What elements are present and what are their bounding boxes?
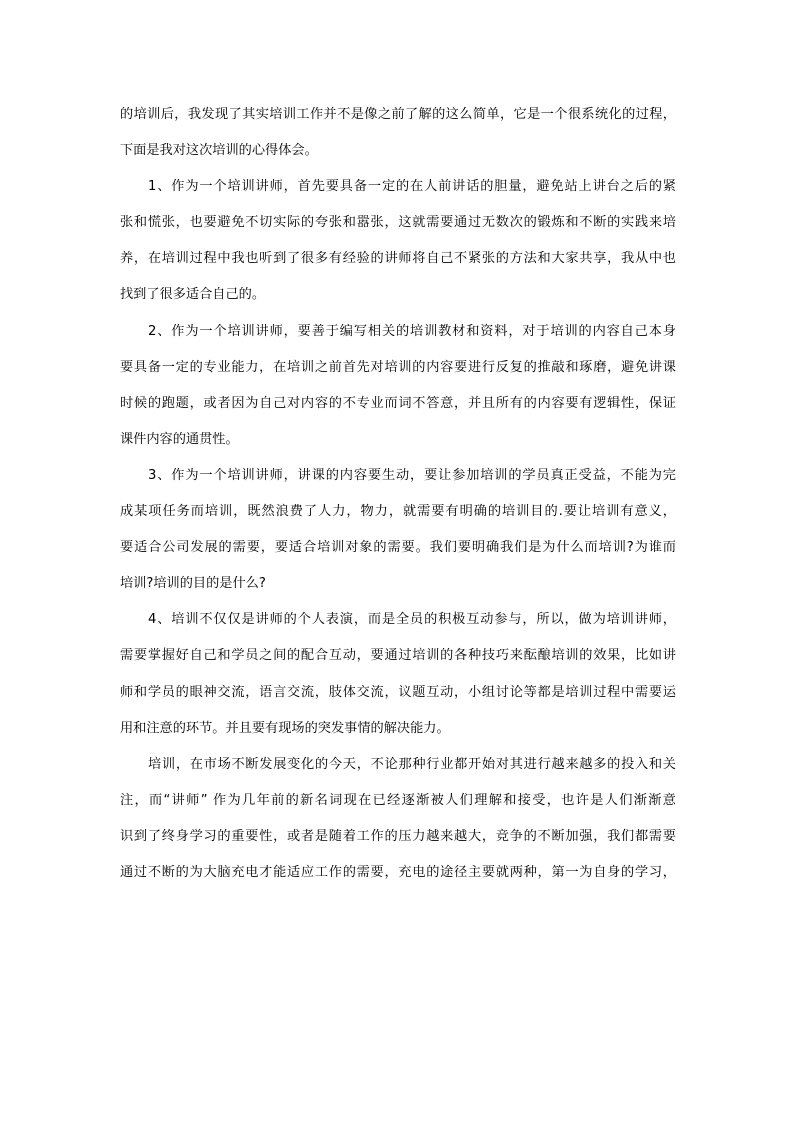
text-line: 要适合公司发展的需要，要适合培训对象的需要。我们要明确我们是为什么而培训?为谁而 bbox=[120, 540, 676, 556]
text-line: 2、作为一个培训讲师，要善于编写相关的培训教材和资料，对于培训的内容自己本身 bbox=[148, 323, 676, 339]
text-line: 培训，在市场不断发展变化的今天，不论那种行业都开始对其进行越来越多的投入和关 bbox=[148, 756, 676, 772]
text-line: 师和学员的眼神交流，语言交流，肢体交流，议题互动，小组讨论等都是培训过程中需要运 bbox=[120, 684, 676, 700]
body-text bbox=[120, 97, 676, 891]
text-line: 成某项任务而培训，既然浪费了人力，物力，就需要有明确的培训目的.要让培训有意义， bbox=[120, 504, 676, 520]
text-line: 找到了很多适合自己的。 bbox=[120, 287, 266, 303]
text-line: 1、作为一个培训讲师，首先要具备一定的在人前讲话的胆量，避免站上讲台之后的紧 bbox=[148, 179, 676, 195]
text-line: 3、作为一个培训讲师，讲课的内容要生动，要让参加培训的学员真正受益，不能为完 bbox=[148, 467, 676, 483]
text-line: 4、培训不仅仅是讲师的个人表演，而是全员的积极互动参与，所以，做为培训讲师， bbox=[148, 612, 676, 628]
text-line: 注，而“讲师” 作为几年前的新名词现在已经逐渐被人们理解和接受，也许是人们渐渐意 bbox=[120, 792, 676, 808]
text-line: 养，在培训过程中我也听到了很多有经验的讲师将自己不紧张的方法和大家共享，我从中也 bbox=[120, 251, 676, 267]
text-line: 下面是我对这次培训的心得体会。 bbox=[120, 143, 318, 159]
text-line: 课件内容的通贯性。 bbox=[120, 431, 239, 447]
text-line: 时候的跑题，或者因为自己对内容的不专业而词不答意，并且所有的内容要有逻辑性，保证 bbox=[120, 395, 676, 411]
text-line: 识到了终身学习的重要性，或者是随着工作的压力越来越大，竞争的不断加强，我们都需要 bbox=[120, 828, 676, 844]
text-line: 张和慌张，也要避免不切实际的夸张和嚣张，这就需要通过无数次的锻炼和不断的实践来培 bbox=[120, 215, 676, 231]
text-line: 要具备一定的专业能力，在培训之前首先对培训的内容要进行反复的推敲和琢磨，避免讲课 bbox=[120, 359, 676, 375]
text-line: 培训?培训的目的是什么? bbox=[120, 576, 266, 592]
text-line: 需要掌握好自己和学员之间的配合互动，要通过培训的各种技巧来酝酿培训的效果，比如讲 bbox=[120, 648, 676, 664]
text-line: 用和注意的环节。并且要有现场的突发事情的解决能力。 bbox=[120, 720, 450, 736]
text-line: 的培训后，我发现了其实培训工作并不是像之前了解的这么简单，它是一个很系统化的过程， bbox=[120, 107, 676, 122]
text-line: 通过不断的为大脑充电才能适应工作的需要，充电的途径主要就两种，第一为自身的学习， bbox=[120, 864, 676, 880]
